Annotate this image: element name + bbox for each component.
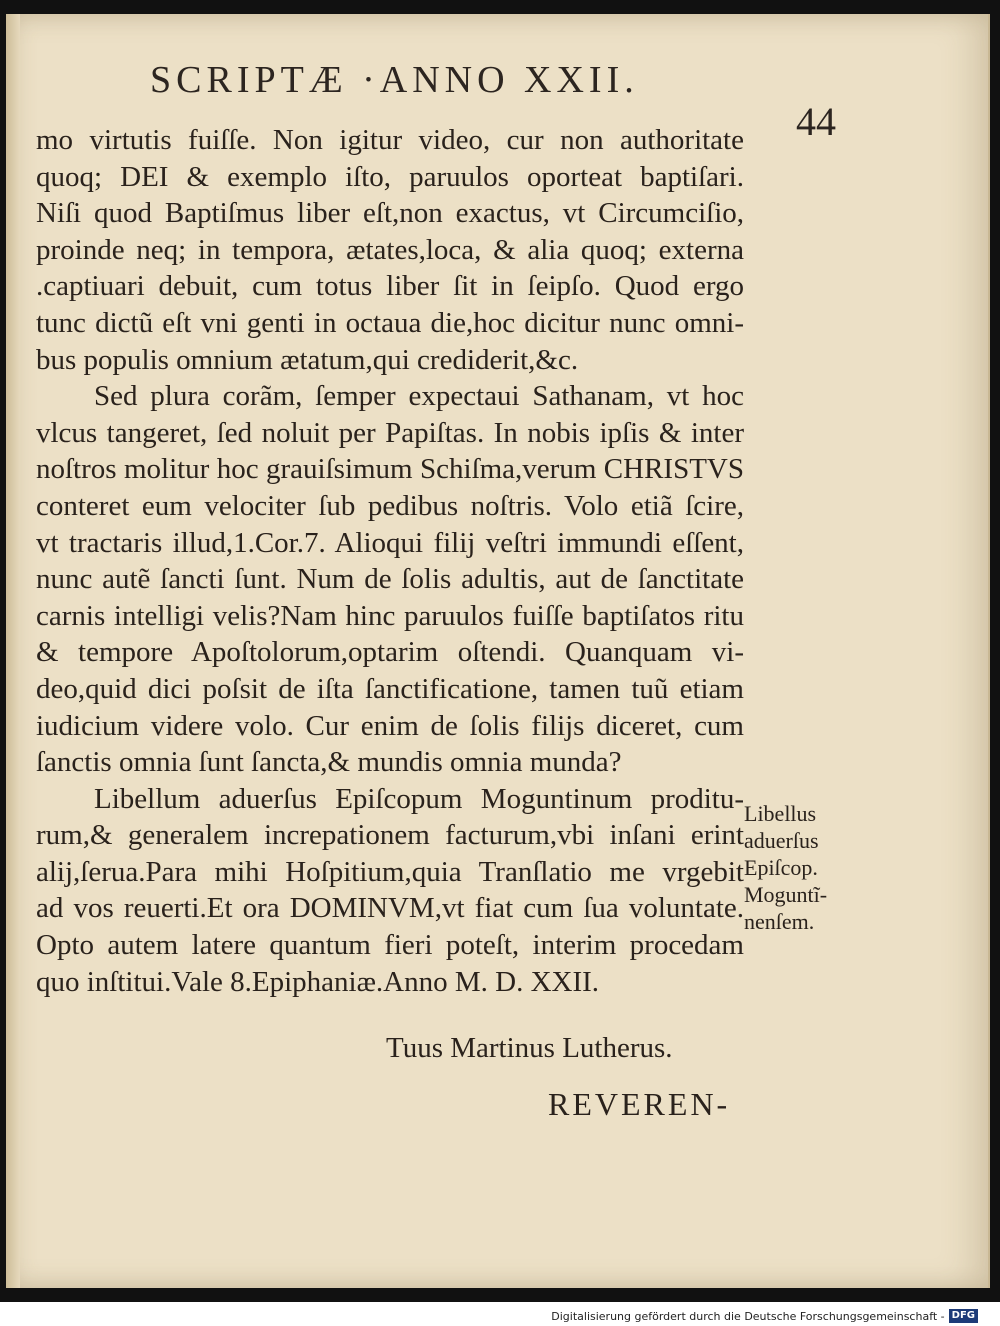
text-line: Libellum aduerſus Epiſcopum Moguntinum proditu- — [94, 782, 744, 815]
text-line: .captiuari debuit, cum totus liber ſit in ſeipſo. Quod ergo — [36, 270, 744, 303]
text-line: Niſi quod Baptiſmus liber eſt,non exactus, vt Circumciſio, — [36, 197, 744, 230]
text-line: bus populis omnium ætatum,qui crediderit,&c. — [36, 343, 579, 376]
page-gutter-edge — [6, 14, 20, 1288]
text-line: quoq; DEI & exemplo iſto, paruulos oporteat baptiſari. — [36, 160, 744, 193]
text-line: Opto autem latere quantum fieri poteſt, interim procedam — [36, 929, 744, 962]
text-line: mo virtutis fuiſſe. Non igitur video, cur non authoritate — [36, 124, 744, 156]
text-line: tunc dictũ eſt vni genti in octaua die,hoc dicitur nunc omni- — [36, 306, 744, 339]
page-number: 44 — [796, 99, 836, 144]
catchword: REVEREN- — [548, 1086, 731, 1122]
text-line: iudicium videre volo. Cur enim de ſolis filijs diceret, cum — [36, 709, 744, 742]
digitization-credit — [551, 1309, 978, 1323]
text-line: vt tractaris illud,1.Cor.7. Alioqui filij veſtri immundi eſſent, — [36, 526, 744, 559]
text-line: & tempore Apoſtolorum,optarim oſtendi. Quanquam vi- — [36, 636, 744, 669]
text-line: noſtros molitur hoc grauiſsimum Schiſma,verum CHRISTVS — [36, 453, 744, 486]
text-line: Sed plura corãm, ſemper expectaui Sathanam, vt hoc — [94, 380, 744, 413]
marginal-note — [744, 800, 864, 935]
text-line: rum,& generalem increpationem facturum,vbi inſani erint — [36, 819, 744, 852]
marginal-note-line: aduerſus — [744, 828, 819, 853]
text-line: nunc autẽ ſancti ſunt. Num de ſolis adultis, aut de ſanctitate — [36, 563, 744, 596]
dfg-logo-icon: DFG — [949, 1309, 978, 1323]
text-line: quo inſtitui.Vale 8.Epiphaniæ.Anno M. D. XXII. — [36, 965, 600, 998]
text-line: ſanctis omnia ſunt ſancta,& mundis omnia munda? — [36, 746, 622, 779]
marginal-note-line: nenſem. — [744, 909, 815, 934]
text-line: deo,quid dici poſsit de iſta ſanctificatione, tamen tuũ etiam — [36, 672, 744, 705]
signature: Tuus Martinus Lutherus. — [386, 1032, 673, 1064]
running-head: SCRIPTÆ ·ANNO XXII. — [150, 59, 639, 101]
text-line: conteret eum velociter ſub pedibus noſtris. Volo etiã ſcire, — [36, 489, 744, 522]
marginal-note-line: Libellus — [744, 801, 817, 826]
text-line: carnis intelligi velis?Nam hinc paruulos fuiſſe baptiſatos ritu — [36, 599, 744, 632]
text-line: ad vos reuerti.Et ora DOMINVM,vt fiat cum ſua voluntate. — [36, 892, 744, 925]
text-line: alij,ſerua.Para mihi Hoſpitium,quia Tranſlatio me vrgebit — [36, 855, 744, 888]
body-text — [36, 122, 744, 1000]
marginal-note-line: Moguntĩ- — [744, 882, 828, 907]
text-line: proinde neq; in tempora, ætates,loca, & alia quoq; externa — [36, 233, 744, 266]
text-line: vlcus tangeret, ſed noluit per Papiſtas. In nobis ipſis & inter — [36, 416, 744, 449]
credit-text: Digitalisierung gefördert durch die Deutsche Forschungsgemeinschaft - — [551, 1309, 945, 1323]
marginal-note-line: Epiſcop. — [744, 855, 818, 880]
